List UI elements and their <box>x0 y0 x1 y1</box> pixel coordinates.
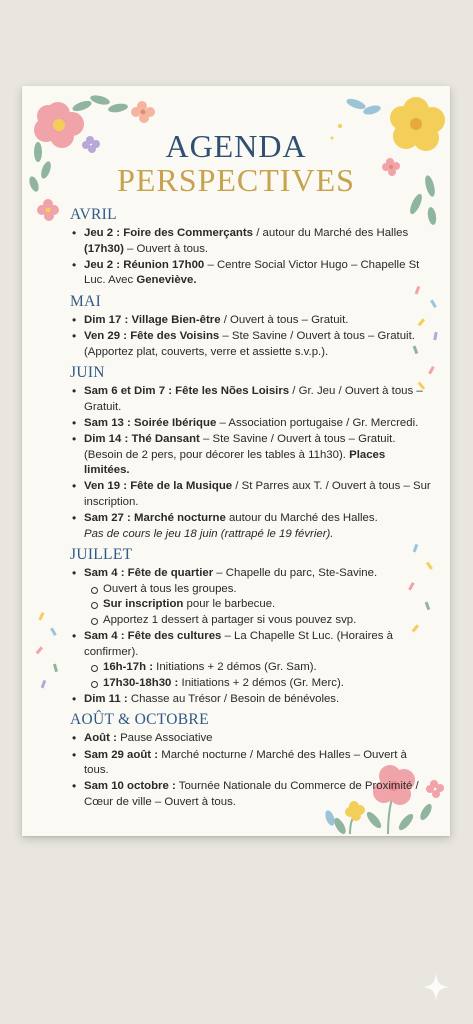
list-item: • Sam 4 : Fête de quartier – Chapelle du parc, Ste-Savine. Ouvert à tous les groupes. Sur inscription pour le barbecue. Apportez 1 dessert à partager si vous pouvez svp. <box>70 566 432 628</box>
list-item: • Août : Pause Associative <box>70 731 432 747</box>
sub-list-item: 16h-17h : Initiations + 2 démos (Gr. Sam). <box>90 660 432 676</box>
section-list-mai <box>70 313 432 360</box>
list-item: • Jeu 2 : Réunion 17h00 – Centre Social Victor Hugo – Chapelle St Luc. Avec Geneviève. <box>70 258 432 289</box>
section-list-juillet <box>70 566 432 707</box>
list-item: • Sam 13 : Soirée Ibérique – Association portugaise / Gr. Mercredi. <box>70 416 432 432</box>
sub-list-item: Sur inscription pour le barbecue. <box>90 597 432 613</box>
section-heading-juin: JUIN <box>70 364 105 382</box>
list-item: • Dim 14 : Thé Dansant – Ste Savine / Ouvert à tous – Gratuit. (Besoin de 2 pers, pour décorer les tables à 11h30). Places limitées. <box>70 432 432 479</box>
section-list-juin <box>70 384 432 542</box>
title-perspectives: PERSPECTIVES <box>117 162 355 198</box>
list-item: • Ven 29 : Fête des Voisins – Ste Savine / Ouvert à tous – Gratuit. (Apportez plat, couverts, verre et assiette s.v.p.). <box>70 329 432 360</box>
list-item: • Sam 29 août : Marché nocturne / Marché des Halles – Ouvert à tous. <box>70 748 432 779</box>
section-heading-aout-octobre: AOÛT & OCTOBRE <box>70 711 209 729</box>
confetti-decoration-left <box>32 606 68 696</box>
list-item: • Sam 27 : Marché nocturne autour du Marché des Halles. Pas de cours le jeu 18 juin (rattrapé le 19 février). <box>70 511 432 542</box>
list-item: • Sam 6 et Dim 7 : Fête les Nões Loisirs / Gr. Jeu / Ouvert à tous – Gratuit. <box>70 384 432 415</box>
agenda-card <box>22 86 450 836</box>
agenda-content <box>70 202 432 811</box>
sub-list <box>90 582 432 629</box>
sub-list-item: 17h30-18h30 : Initiations + 2 démos (Gr. Merc). <box>90 676 432 692</box>
list-item: • Jeu 2 : Foire des Commerçants / autour du Marché des Halles (17h30) – Ouvert à tous. <box>70 226 432 257</box>
sparkle-icon <box>421 972 451 1002</box>
section-list-avril <box>70 226 432 289</box>
list-item: • Sam 4 : Fête des cultures – La Chapelle St Luc. (Horaires à confirmer). 16h-17h : Initiations + 2 démos (Gr. Sam). 17h30-18h30 : Initiations + 2 démos (Gr. Merc). <box>70 629 432 691</box>
sub-list-item: Ouvert à tous les groupes. <box>90 582 432 598</box>
sub-list-item: Apportez 1 dessert à partager si vous pouvez svp. <box>90 613 432 629</box>
section-heading-juillet: JUILLET <box>70 546 133 564</box>
section-list-aout-octobre <box>70 731 432 810</box>
note-text: Pas de cours le jeu 18 juin (rattrapé le 19 février). <box>84 527 334 540</box>
section-heading-avril: AVRIL <box>70 206 117 223</box>
list-item: • Sam 10 octobre : Tournée Nationale du Commerce de Proximité / Cœur de ville – Ouvert à tous. <box>70 779 432 810</box>
list-item: • Dim 17 : Village Bien-être / Ouvert à tous – Gratuit. <box>70 313 432 329</box>
title-agenda: AGENDA <box>165 128 307 164</box>
section-heading-mai: MAI <box>70 292 102 310</box>
list-item: • Ven 19 : Fête de la Musique / St Parres aux T. / Ouvert à tous – Sur inscription. <box>70 479 432 510</box>
sub-list <box>90 660 432 691</box>
list-item: • Dim 11 : Chasse au Trésor / Besoin de bénévoles. <box>70 692 432 708</box>
